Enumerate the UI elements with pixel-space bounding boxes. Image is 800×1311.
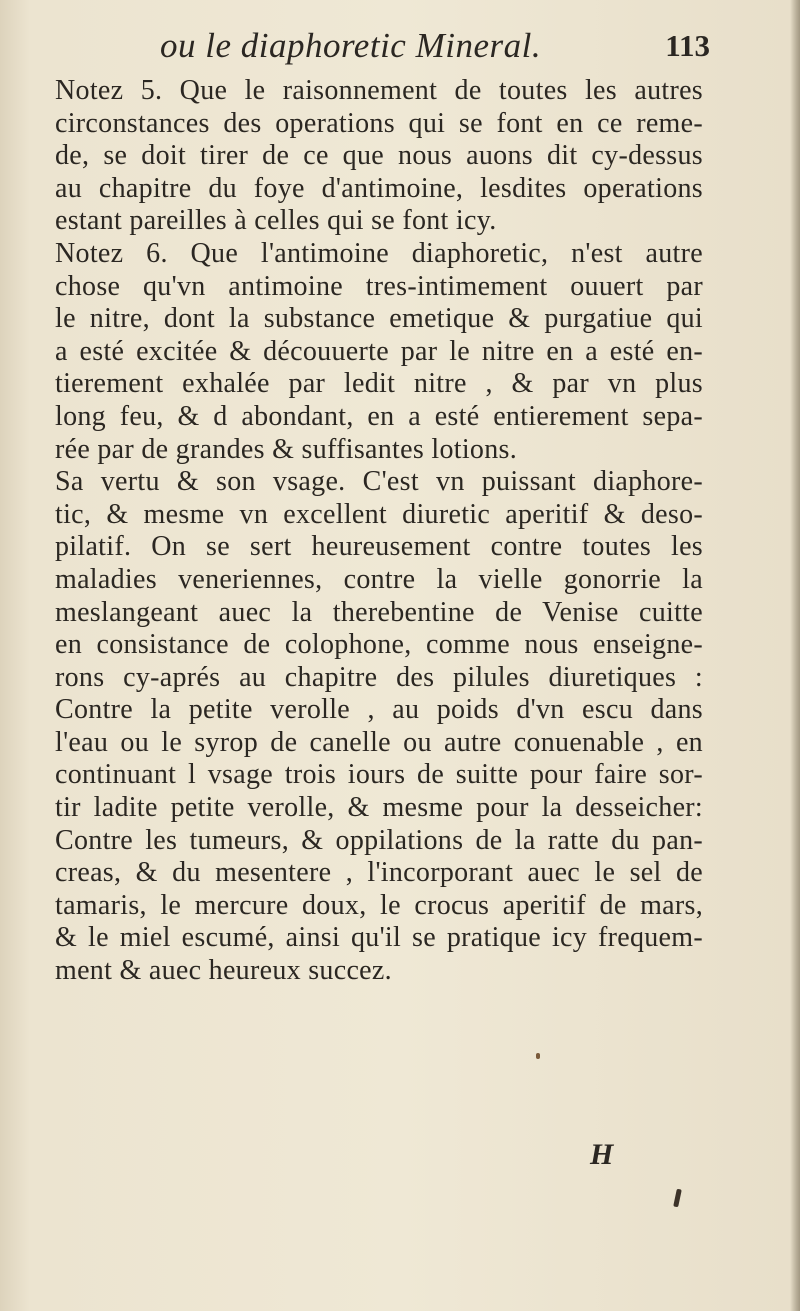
ink-stroke (673, 1189, 682, 1208)
text-line: Sa vertu & son vsage. C'est vn puissant diaphore- (55, 466, 703, 498)
text-line: ment & auec heureux succez. (55, 955, 392, 987)
text-line: Notez 5. Que le raisonnement de toutes les autres (55, 75, 703, 106)
text-line: a esté excitée & découuerte par le nitre en a esté en- (55, 335, 703, 367)
text-line: tic, & mesme vn excellent diuretic aperitif & deso- (55, 498, 703, 530)
text-line: creas, & du mesentere , l'incorporant auec le sel de (55, 857, 703, 889)
text-line: tamaris, le mercure doux, le crocus aperitif de mars, (55, 889, 703, 921)
text-line: long feu, & d abondant, en a esté entierement sepa- (55, 400, 703, 432)
text-line: rée par de grandes & suffisantes lotions. (55, 433, 517, 465)
page-header (60, 18, 710, 78)
text-line: circonstances des operations qui se font en ce reme- (55, 107, 703, 139)
text-line: l'eau ou le syrop de canelle ou autre conuenable , en (55, 726, 703, 758)
running-title: ou le diaphoretic Mineral. (160, 26, 542, 65)
text-line: de, se doit tirer de ce que nous auons dit cy-dessus (55, 140, 703, 172)
text-line: le nitre, dont la substance emetique & purgatiue qui (55, 303, 703, 335)
text-line: au chapitre du foye d'antimoine, lesdites operations (55, 172, 703, 204)
text-line: maladies veneriennes, contre la vielle gonorrie la (55, 563, 703, 595)
page-number: 113 (665, 28, 710, 63)
text-line: rons cy-aprés au chapitre des pilules diuretiques : (55, 661, 703, 693)
text-line: tierement exhalée par ledit nitre , & par vn plus (55, 368, 703, 400)
text-line: Notez 6. Que l'antimoine diaphoretic, n'est autre (55, 237, 703, 269)
text-line: meslangeant auec la therebentine de Venise cuitte (55, 596, 703, 628)
text-line: tir ladite petite verolle, & mesme pour la desseicher: (55, 792, 703, 824)
text-line: Contre les tumeurs, & oppilations de la ratte du pan- (55, 824, 703, 856)
text-line: pilatif. On se sert heureusement contre toutes les (55, 531, 703, 563)
body-text (55, 75, 703, 988)
text-line: continuant l vsage trois iours de suitte pour faire sor- (55, 759, 703, 791)
text-line: estant pareilles à celles qui se font icy. (55, 205, 497, 237)
text-line: Contre la petite verolle , au poids d'vn escu dans (55, 694, 703, 726)
text-line: & le miel escumé, ainsi qu'il se pratique icy frequem- (55, 922, 703, 954)
text-line: en consistance de colophone, comme nous enseigne- (55, 629, 703, 661)
text-line: chose qu'vn antimoine tres-intimement ouuert par (55, 270, 703, 302)
signature-mark: H (590, 1138, 614, 1171)
ink-dot (536, 1053, 540, 1059)
